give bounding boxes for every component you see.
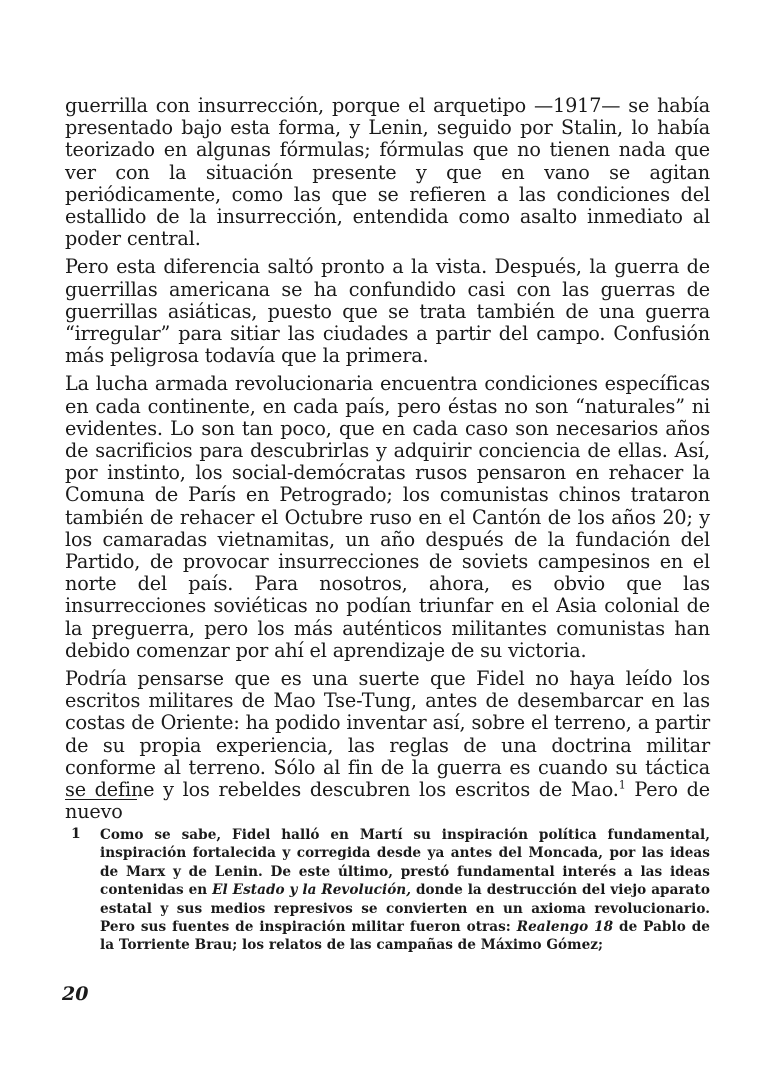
footnote-number: 1 (71, 826, 81, 842)
paragraph: guerrilla con insurrección, porque el arquetipo —1917— se había presentado bajo esta forma, y Lenin, seguido por Stalin, lo había teorizado en algunas fórmulas; fórmulas que no tienen nada que ver con la situación presente y que en vano se agitan periódicamente, como las que se refieren a las condiciones del estallido de la insurrección, entendida como asalto inmediato al poder central. (65, 94, 710, 251)
paragraph-text-continued: Pero de nuevo (65, 778, 710, 824)
paragraph (65, 668, 710, 823)
paragraph-text: Podría pensarse que es una suerte que Fidel no haya leído los escritos militares de Mao Tse-Tung, antes de desembarcar en las costas de Oriente: ha podido inventar así, sobre el terreno, a partir de su propia experiencia, las reglas de una doctrina militar conforme al terreno. Sólo al fin de la guerra es cuando su táctica se define y los rebeldes descubren los escritos de Mao. (65, 667, 710, 802)
footnote-separator (65, 799, 137, 800)
paragraph: Pero esta diferencia saltó pronto a la vista. Después, la guerra de guerrillas americana se ha confundido casi con las guerras de guerrillas asiáticas, puesto que se trata también de una guerra “irregular” para sitiar las ciudades a partir del campo. Confusión más peligrosa todavía que la primera. (65, 255, 710, 368)
paragraph: La lucha armada revolucionaria encuentra condiciones específicas en cada continente, en cada país, pero éstas no son “naturales” ni evidentes. Lo son tan poco, que en cada caso son necesarios años de sacrificios para descubrirlas y adquirir conciencia de ellas. Así, por instinto, los social-demócratas rusos pensaron en rehacer la Comuna de París en Petrogrado; los comunistas chinos trataron también de rehacer el Octubre ruso en el Cantón de los años 20; y los camaradas vietnamitas, un año después de la fundación del Partido, de provocar insurrecciones de soviets campesinos en el norte del país. Para nosotros, ahora, es obvio que las insurrecciones soviéticas no podían triunfar en el Asia colonial de la preguerra, pero los más auténticos militantes comunistas han debido comenzar por ahí el aprendizaje de su victoria. (65, 372, 710, 662)
book-title: El Estado y la Revolución, (212, 882, 412, 899)
page-number: 20 (62, 983, 89, 1005)
footnote-text: Como se sabe, Fidel halló en Martí su inspiración política fundamental, inspiración fortalecida y corregida desde ya antes del Moncada, por las ideas de Marx y de Lenin. De este último, prestó fundamental interés a las ideas contenidas en El Estado y la Revolución, donde la destrucción del viejo aparato estatal y sus medios represivos se convierten en un axioma revolucionario. Pero sus fuentes de inspiración militar fueron otras: Realengo 18 de Pablo de la Torriente Brau; los relatos de las campañas de Máximo Gómez; (100, 827, 710, 954)
body-text (65, 95, 710, 824)
book-title: Realengo 18 (516, 919, 614, 936)
footnote-reference: 1 (618, 778, 626, 792)
footnote-1 (65, 826, 710, 955)
